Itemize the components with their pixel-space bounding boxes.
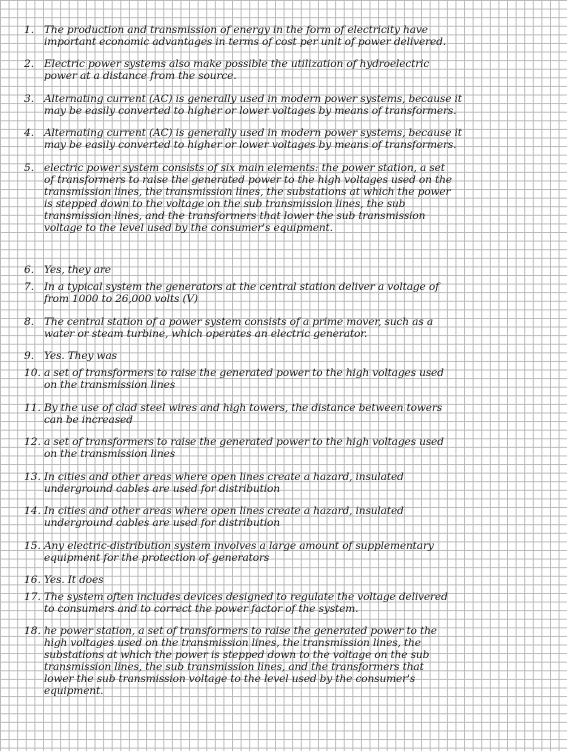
item-number: 18.	[24, 625, 41, 637]
item-number: 2.	[24, 58, 35, 70]
item-number: 17.	[24, 591, 41, 603]
item-text: Yes. They was	[44, 350, 117, 362]
item-text: Yes. It does	[44, 574, 104, 586]
item-text: The system often includes devices designed to regulate the voltage delivered to consumers and to correct the power factor of the system.	[44, 591, 448, 616]
item-text: The central station of a power system consists of a prime mover, such as a water or steam turbine, which operates an electric generator.	[44, 316, 433, 341]
item-number: 4.	[24, 127, 35, 139]
item-number: 12.	[24, 436, 41, 448]
item-text: Yes, they are	[44, 264, 111, 276]
item-text: a set of transformers to raise the generated power to the high voltages used on the transmission lines	[44, 436, 444, 461]
item-text: In cities and other areas where open lines create a hazard, insulated underground cables are used for distribution	[44, 505, 404, 530]
item-number: 14.	[24, 505, 41, 517]
item-number: 9.	[24, 350, 35, 362]
item-number: 11.	[24, 402, 41, 414]
item-text: The production and transmission of energy in the form of electricity have important economic advantages in terms of cost per unit of power delivered.	[44, 24, 446, 49]
item-text: By the use of clad steel wires and high towers, the distance between towers can be increased	[44, 402, 443, 427]
item-number: 16.	[24, 574, 41, 586]
item-text: In a typical system the generators at the central station deliver a voltage of from 1000 to 26,000 volts (V)	[44, 281, 439, 306]
item-number: 10.	[24, 367, 41, 379]
item-number: 3.	[24, 93, 35, 105]
item-text: Any electric-distribution system involves a large amount of supplementary equipment for the protection of generators	[44, 540, 434, 565]
item-number: 5.	[24, 162, 35, 174]
item-number: 13.	[24, 471, 41, 483]
item-text: Alternating current (AC) is generally used in modern power systems, because it may be easily converted to higher or lower voltages by means of transformers.	[44, 127, 462, 152]
item-text: electric power system consists of six main elements: the power station, a set of transformers to raise the generated power to the high voltages used on the transmission lines, the transmission lines, the substations at which the power is stepped down to the voltage on the sub transmission lines, the sub transmission lines, and the transformers that lower the sub transmission voltage to the level used by the consumer's equipment.	[44, 162, 452, 235]
item-text: a set of transformers to raise the generated power to the high voltages used on the transmission lines	[44, 367, 444, 392]
item-number: 8.	[24, 316, 35, 328]
item-text: he power station, a set of transformers to raise the generated power to the high voltages used on the transmission lines, the transmission lines, the substations at which the power is stepped down to the voltage on the sub transmission lines, the sub transmission lines, and the transformers that lower the sub transmission voltage to the level used by the consumer's equipment.	[44, 625, 437, 698]
item-number: 6.	[24, 264, 35, 276]
item-number: 7.	[24, 281, 35, 293]
item-number: 1.	[24, 24, 35, 36]
item-number: 15.	[24, 540, 41, 552]
item-text: In cities and other areas where open lines create a hazard, insulated underground cables are used for distribution	[44, 471, 404, 496]
item-text: Electric power systems also make possible the utilization of hydroelectric power at a distance from the source.	[44, 58, 430, 83]
item-text: Alternating current (AC) is generally used in modern power systems, because it may be easily converted to higher or lower voltages by means of transformers.	[44, 93, 462, 118]
